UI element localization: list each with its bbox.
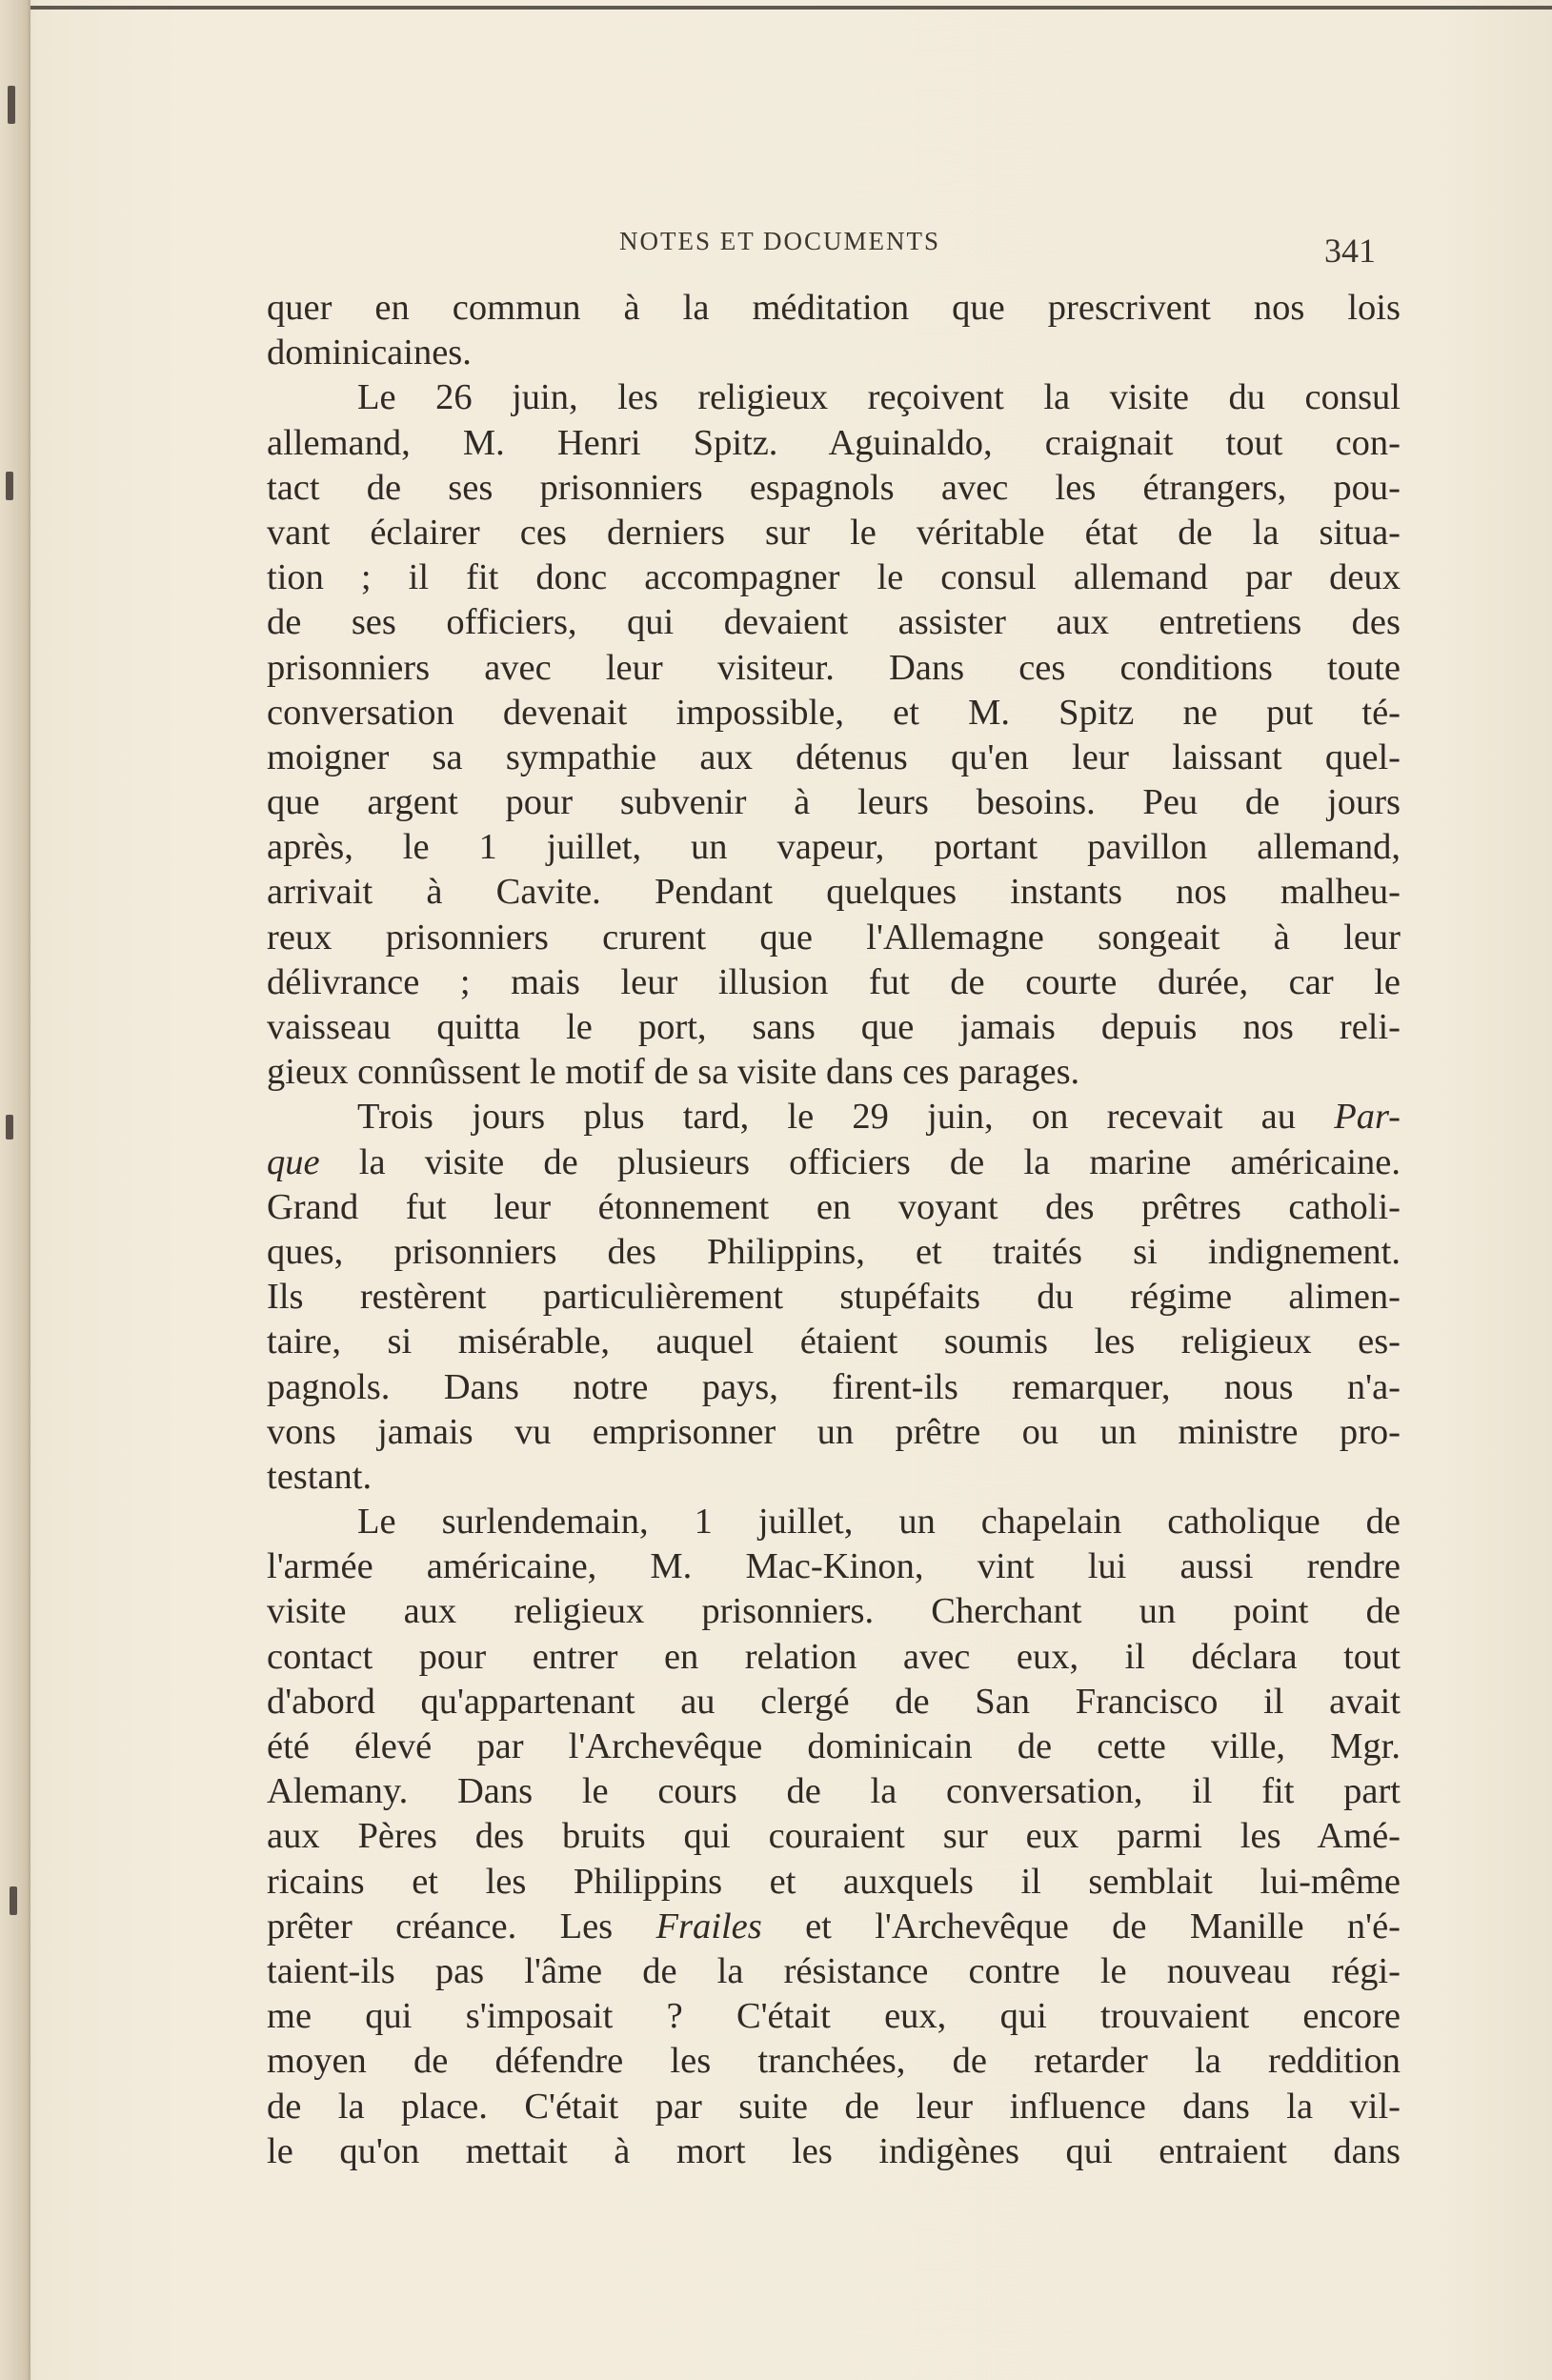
italic-word: Par- <box>1334 1097 1401 1138</box>
text-segment: Trois jours plus tard, le 29 juin, on recevait au <box>357 1097 1335 1138</box>
text-line <box>267 1095 1401 1140</box>
text-line: conversation devenait impossible, et M. Spitz ne put té- <box>267 692 1401 733</box>
text-line: ques, prisonniers des Philippins, et traités si indignement. <box>267 1231 1401 1272</box>
binding-mark <box>6 1115 13 1140</box>
text-line: tact de ses prisonniers espagnols avec les étrangers, pou- <box>267 467 1401 508</box>
text-line: testant. <box>267 1456 373 1497</box>
text-line: le qu'on mettait à mort les indigènes qui entraient dans <box>267 2130 1401 2171</box>
text-line <box>267 1140 1401 1185</box>
book-binding <box>0 0 30 2380</box>
text-line: de la place. C'était par suite de leur influence dans la vil- <box>267 2086 1401 2127</box>
page-top-edge <box>29 6 1552 10</box>
text-line: taire, si misérable, auquel étaient soumis les religieux es- <box>267 1321 1401 1362</box>
running-head: NOTES ET DOCUMENTS <box>619 227 941 255</box>
text-line: d'abord qu'appartenant au clergé de San Francisco il avait <box>267 1681 1401 1722</box>
text-line: Ils restèrent particulièrement stupéfaits du régime alimen- <box>267 1277 1401 1318</box>
text-line: aux Pères des bruits qui couraient sur eux parmi les Amé- <box>267 1816 1401 1857</box>
text-line: reux prisonniers crurent que l'Allemagne songeait à leur <box>267 917 1401 958</box>
text-line: visite aux religieux prisonniers. Cherchant un point de <box>267 1591 1401 1632</box>
text-line: Alemany. Dans le cours de la conversation, il fit part <box>267 1771 1401 1812</box>
italic-word: que <box>267 1141 320 1182</box>
text-line: vons jamais vu emprisonner un prêtre ou un ministre pro- <box>267 1411 1401 1452</box>
text-line: tion ; il fit donc accompagner le consul allemand par deux <box>267 557 1401 598</box>
text-line: allemand, M. Henri Spitz. Aguinaldo, craignait tout con- <box>267 422 1401 463</box>
text-line: moyen de défendre les tranchées, de retarder la reddition <box>267 2041 1401 2082</box>
text-line: été élevé par l'Archevêque dominicain de cette ville, Mgr. <box>267 1726 1401 1766</box>
text-line <box>267 1905 1401 1949</box>
text-line: après, le 1 juillet, un vapeur, portant pavillon allemand, <box>267 827 1401 868</box>
text-line: Le 26 juin, les religieux reçoivent la visite du consul <box>357 377 1401 418</box>
italic-word: Frailes <box>655 1906 762 1946</box>
text-line: dominicaines. <box>267 333 472 373</box>
text-line: de ses officiers, qui devaient assister aux entretiens des <box>267 602 1401 643</box>
text-segment: la visite de plusieurs officiers de la marine américaine. <box>319 1141 1401 1182</box>
text-line: pagnols. Dans notre pays, firent-ils remarquer, nous n'a- <box>267 1366 1401 1407</box>
text-line: arrivait à Cavite. Pendant quelques instants nos malheu- <box>267 872 1401 913</box>
text-line: moigner sa sympathie aux détenus qu'en leur laissant quel- <box>267 736 1401 777</box>
text-line: quer en commun à la méditation que prescrivent nos lois <box>267 288 1401 328</box>
binding-mark <box>10 1886 17 1915</box>
text-line: Grand fut leur étonnement en voyant des prêtres catholi- <box>267 1186 1401 1227</box>
text-line: me qui s'imposait ? C'était eux, qui trouvaient encore <box>267 1996 1401 2037</box>
binding-mark <box>8 86 15 124</box>
text-line: contact pour entrer en relation avec eux, il déclara tout <box>267 1636 1401 1677</box>
body-text <box>267 286 1401 2174</box>
text-line: vant éclairer ces derniers sur le véritable état de la situa- <box>267 512 1401 553</box>
text-line: taient-ils pas l'âme de la résistance contre le nouveau régi- <box>267 1950 1401 1991</box>
text-line: Le surlendemain, 1 juillet, un chapelain catholique de <box>357 1502 1401 1543</box>
binding-mark <box>6 472 13 500</box>
text-line: que argent pour subvenir à leurs besoins. Peu de jours <box>267 782 1401 823</box>
text-line: vaisseau quitta le port, sans que jamais depuis nos reli- <box>267 1007 1401 1047</box>
text-segment: prêter créance. Les <box>267 1906 656 1946</box>
page-number: 341 <box>1324 232 1376 270</box>
text-line: délivrance ; mais leur illusion fut de courte durée, car le <box>267 961 1401 1002</box>
text-line: gieux connûssent le motif de sa visite dans ces parages. <box>267 1052 1080 1093</box>
page-header <box>267 221 1401 278</box>
text-segment: et l'Archevêque de Manille n'é- <box>761 1906 1401 1946</box>
text-line: ricains et les Philippins et auxquels il semblait lui-même <box>267 1861 1401 1902</box>
text-line: prisonniers avec leur visiteur. Dans ces conditions toute <box>267 647 1401 688</box>
text-line: l'armée américaine, M. Mac-Kinon, vint lui aussi rendre <box>267 1546 1401 1587</box>
